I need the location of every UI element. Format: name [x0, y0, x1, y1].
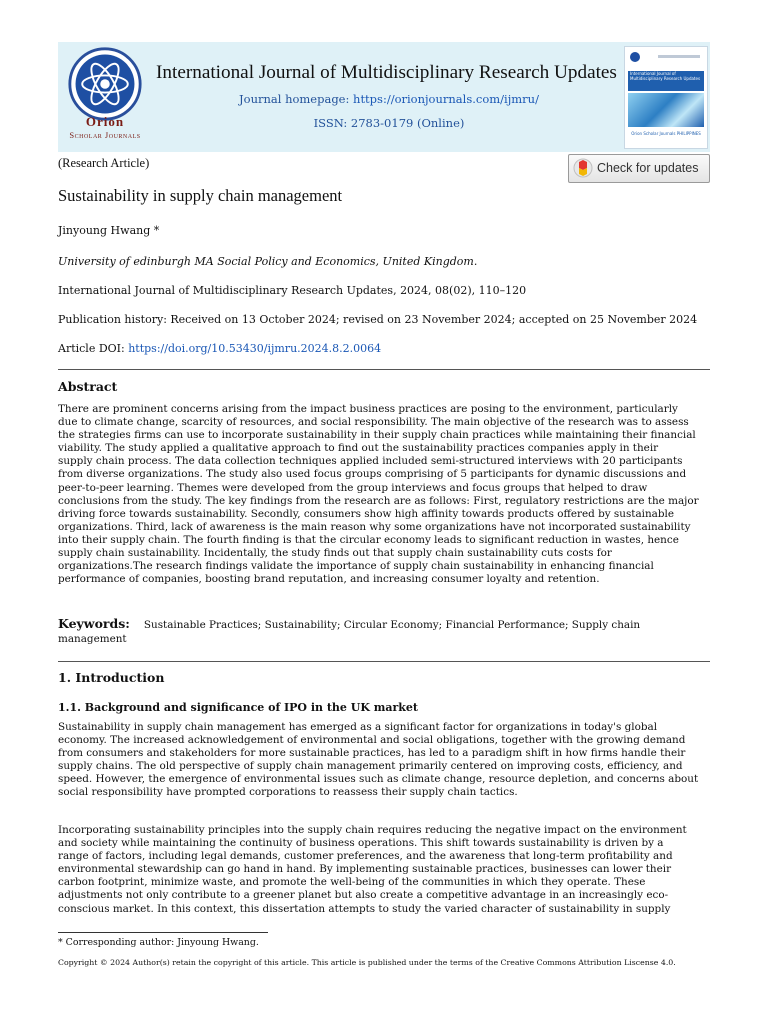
article-title: Sustainability in supply chain management [58, 186, 343, 205]
abstract-line: performance of companies, boosting brand reputation, and increasing consumer loyalty and retention. [58, 573, 600, 586]
divider [58, 369, 710, 370]
paragraph-line: carbon footprint, minimize waste, and promote the well-being of the communities in which they operate. These [58, 876, 646, 889]
abstract-line: conclusions from the study. The key findings from the research are as follows: First, regulatory restrictions are the major [58, 494, 699, 507]
abstract-line: supply chain sustainability. Incidentally, the study finds out that supply chain sustainability cuts costs for [58, 547, 612, 560]
keywords [58, 617, 710, 646]
article-type: (Research Article) [58, 156, 150, 170]
homepage-label: Journal homepage: [239, 92, 350, 106]
abstract-line: There are prominent concerns arising from the impact business practices are posing to the environment, particularly [58, 403, 678, 415]
logo-name: Orion [85, 114, 125, 129]
logo-subtitle: Scholar Journals [69, 130, 141, 140]
abstract-line: from diverse organizations. The study also used focus groups comprising of 5 participants for dynamic discussions and [58, 468, 687, 481]
abstract-text [58, 403, 710, 586]
paragraph-line: adjustments not only contribute to a greener planet but also create a competitive advantage in an increasingly eco- [58, 889, 669, 902]
doi-link[interactable]: https://doi.org/10.53430/ijmru.2024.8.2.0064 [128, 342, 382, 355]
affiliation: University of edinburgh MA Social Policy and Economics, United Kingdom. [58, 255, 478, 268]
abstract-line: supply chain process. The data collection techniques applied included semi-structured interviews with 20 participants [58, 455, 683, 468]
abstract-line: the strategies firms can use to incorporate sustainability in their supply chain practices while maintaining their financial [58, 429, 696, 442]
cover-title: International Journal of Multidisciplinary Research Updates [630, 71, 701, 81]
paragraph-line: environmental stewardship can go hand in hand. By implementing sustainable practices, businesses can lower their [58, 863, 672, 876]
section-heading-introduction: 1. Introduction [58, 670, 165, 685]
homepage-link[interactable]: https://orionjournals.com/ijmru/ [353, 92, 539, 106]
journal-header [58, 42, 710, 152]
check-updates-icon [573, 158, 593, 178]
orion-logo-icon [66, 46, 144, 122]
copyright-notice: Copyright © 2024 Author(s) retain the copyright of this article. This article is published under the terms of the Creative Commons Attribution Liscense 4.0. [58, 958, 676, 967]
abstract-line: organizations.The research findings validate the importance of supply chain sustainability in enhancing financial [58, 560, 654, 573]
keywords-text: Sustainable Practices; Sustainability; Circular Economy; Financial Performance; Supply chain management [58, 619, 641, 645]
paragraph-line: Sustainability in supply chain management has emerged as a significant factor for organizations in today's global [58, 721, 658, 733]
check-updates-label: Check for updates [597, 161, 699, 175]
subsection-heading: 1.1. Background and significance of IPO in the UK market [58, 701, 418, 714]
paragraph-line: speed. However, the emergence of environmental issues such as climate change, resource depletion, and concerns about [58, 773, 699, 786]
abstract-line: into their supply chain. The fourth finding is that the circular economy leads to significant reduction in wastes, hence [58, 533, 679, 546]
intro-paragraph-1 [58, 721, 710, 800]
article-doi [58, 342, 381, 355]
abstract-line: driving force towards sustainability. Secondly, consumers show high affinity towards products offered by sustainable [58, 507, 674, 520]
check-for-updates-button[interactable] [568, 154, 710, 183]
abstract-line: peer-to-peer learning. Themes were developed from the group interviews and focus groups that helped to draw [58, 481, 648, 494]
intro-paragraph-2 [58, 824, 710, 916]
cover-artwork [628, 93, 704, 127]
journal-homepage [156, 92, 622, 106]
issn: ISSN: 2783-0179 (Online) [313, 116, 465, 130]
publication-history: Publication history: Received on 13 October 2024; revised on 23 November 2024; accepted on 25 November 2024 [58, 313, 698, 326]
abstract-line: due to climate change, scarcity of resources, and social responsibility. The main objective of the research was to assess [58, 416, 689, 429]
abstract-line: viability. The study applied a qualitative approach to find out the sustainability practices companies apply in their [58, 442, 659, 455]
journal-reference: International Journal of Multidisciplinary Research Updates, 2024, 08(02), 110–120 [58, 284, 527, 297]
paragraph-line: and society while maintaining the continuity of business operations. This shift towards sustainability is driven by a [58, 837, 664, 850]
paragraph-line: economy. The increased acknowledgement of environmental and social obligations, together with the growing demand [58, 734, 686, 747]
paragraph-line: social responsibility have prompted corporations to reassess their supply chain tactics. [58, 786, 518, 799]
abstract-heading: Abstract [58, 379, 118, 394]
paragraph-line: conscious market. In this context, this dissertation attempts to study the varied character of sustainability in supply [58, 902, 671, 915]
corresponding-author-footnote: * Corresponding author: Jinyoung Hwang. [58, 937, 259, 948]
abstract-line: organizations. Third, lack of awareness is the main reason why some organizations have not incorporated sustainability [58, 520, 691, 533]
divider [58, 661, 710, 662]
author: Jinyoung Hwang * [58, 224, 160, 237]
paragraph-line: from consumers and stakeholders for more sustainable practices, has led to a paradigm shift in how firms handle their [58, 747, 686, 760]
paragraph-line: supply chains. The old perspective of supply chain management primarily centered on improving costs, efficiency, and [58, 760, 683, 773]
keywords-label: Keywords: [58, 616, 130, 631]
doi-label: Article DOI: [58, 342, 125, 355]
paragraph-line: range of factors, including legal demands, customer preferences, and the awareness that long-term profitability and [58, 850, 673, 863]
journal-title: International Journal of Multidisciplinary Research Updates [156, 62, 617, 83]
cover-logo-icon [628, 50, 704, 64]
paragraph-line: Incorporating sustainability principles into the supply chain requires reducing the negative impact on the environment [58, 824, 687, 836]
footnote-divider [58, 932, 268, 933]
cover-footer: Orion Scholar Journals PHILIPPINES [631, 131, 701, 136]
journal-cover-image [624, 46, 708, 149]
